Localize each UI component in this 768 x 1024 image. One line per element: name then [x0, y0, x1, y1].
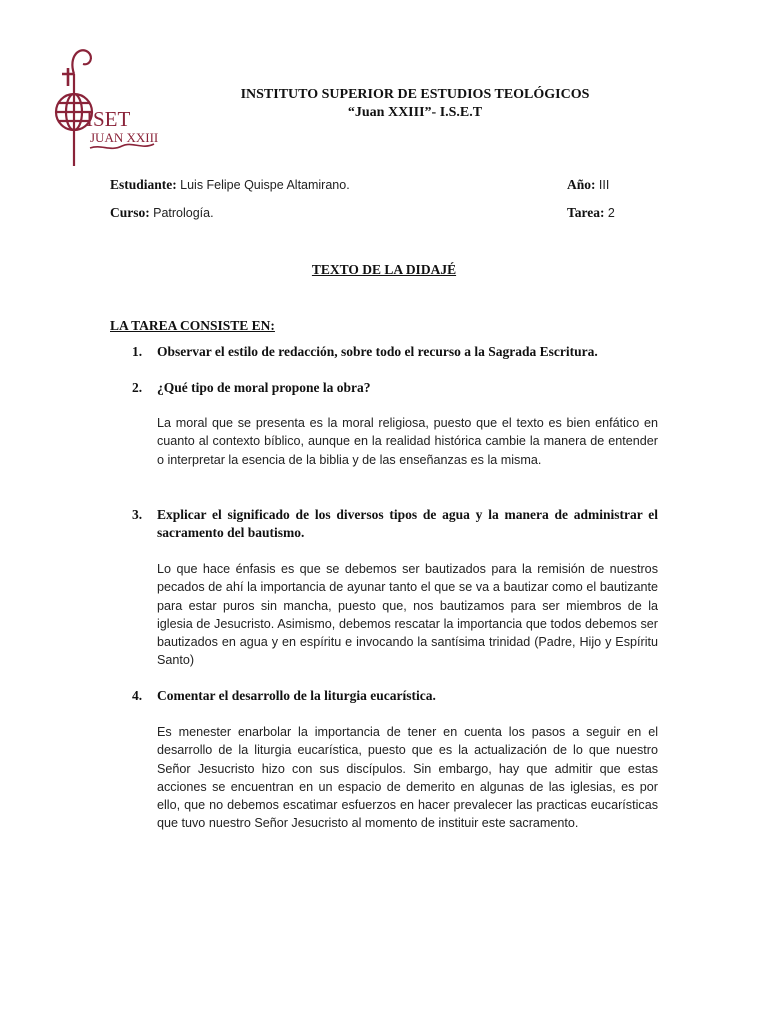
task-heading: LA TAREA CONSISTE EN:: [110, 318, 275, 333]
task-label: Tarea:: [567, 205, 605, 220]
item-number: 3.: [132, 507, 143, 522]
institution-subtitle: “Juan XXIII”- I.S.E.T: [347, 105, 483, 120]
iset-logo: [46, 40, 164, 172]
item-text: Comentar el desarrollo de la liturgia eucarística.: [157, 688, 436, 703]
item-text: ¿Qué tipo de moral propone la obra?: [157, 380, 371, 395]
item-number: 1.: [132, 344, 143, 359]
item-text: Observar el estilo de redacción, sobre todo el recurso a la Sagrada Escritura.: [157, 344, 598, 359]
year-label: Año:: [567, 177, 596, 192]
course-field: [110, 204, 214, 222]
course-label: Curso:: [110, 205, 150, 220]
task-value: 2: [607, 206, 615, 220]
institution-name: INSTITUTO SUPERIOR DE ESTUDIOS TEOLÓGICOS: [240, 87, 590, 102]
list-item: [132, 506, 658, 542]
course-value: Patrología.: [153, 206, 214, 220]
item-number: 2.: [132, 380, 143, 395]
answer-paragraph: Lo que hace énfasis es que se debemos ser bautizados para la remisión de nuestros pecados de ahí la importancia de ayunar tanto el que se va a bautizar como el bautizante para estar puros sin mancha, puesto que, nos bautizamos para ser miembros de la iglesia de Jesucristo. Asimismo, debemos rescatar la importancia que todos debemos ser bautizados en agua y en espíritu e invocando la santísima trinidad (Padre, Hijo y Espíritu Santo): [157, 562, 658, 668]
list-item: [132, 343, 658, 361]
year-field: [567, 176, 609, 194]
student-field: [110, 176, 350, 194]
document-title-text: TEXTO DE LA DIDAJÉ: [311, 262, 457, 277]
logo-juan-text: JUAN XXIII: [90, 130, 159, 145]
answer-paragraph: Es menester enarbolar la importancia de tener en cuenta los pasos a seguir en el desarrollo de la liturgia eucarística, puesto que es la actualización de lo que nuestro Señor Jesucristo hizo con sus discípulos. Sin embargo, hay que admitir que estas acciones se encuentran en un espacio de demerito en algunas de las iglesias, es por ello, que no debemos escatimar esfuerzos en hacer prevalecer las practicas eucarísticas que tuvo nuestro Señor Jesucristo al momento de instituir este sacramento.: [157, 725, 658, 831]
list-item: [132, 687, 658, 705]
list-item: [132, 379, 658, 397]
document-title: [0, 261, 768, 279]
answer-paragraph: La moral que se presenta es la moral religiosa, puesto que el texto es bien enfático en cuanto al contexto bíblico, aunque en la realidad histórica cambie la manera de entender o interpretar la esencia de la biblia y de las enseñanzas es la misma.: [157, 416, 658, 467]
student-label: Estudiante:: [110, 177, 177, 192]
item-number: 4.: [132, 688, 143, 703]
logo-iset-text: ISET: [86, 107, 131, 131]
iset-crest-icon: [46, 40, 164, 172]
student-value: Luis Felipe Quispe Altamirano.: [180, 178, 350, 192]
task-number-field: [567, 204, 615, 222]
year-value: III: [598, 178, 610, 192]
item-text: Explicar el significado de los diversos tipos de agua y la manera de administrar el sacramento del bautismo.: [157, 507, 658, 540]
